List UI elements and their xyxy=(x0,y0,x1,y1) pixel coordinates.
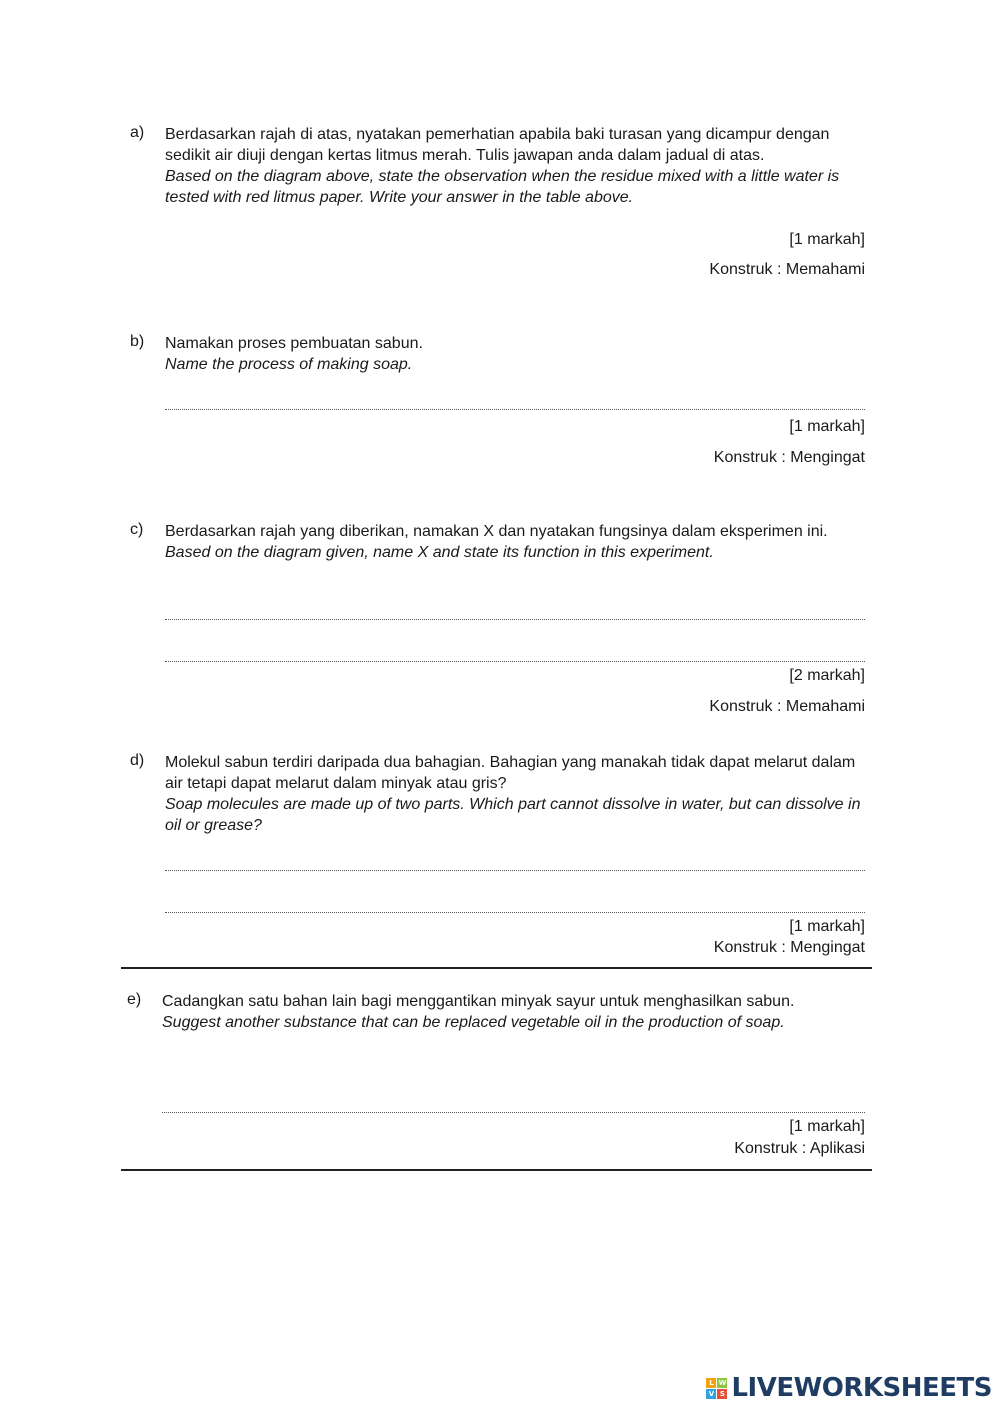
question-c xyxy=(130,521,865,721)
question-a-body xyxy=(165,124,865,208)
answer-line-b1[interactable] xyxy=(165,409,865,410)
question-a-english: Based on the diagram above, state the observation when the residue mixed with a little water is tested with red litmus paper. Write your answer in the table above. xyxy=(165,168,840,206)
question-c-malay: Berdasarkan rajah yang diberikan, namakan X dan nyatakan fungsinya dalam eksperimen ini. xyxy=(165,523,828,540)
question-b-body xyxy=(165,333,865,375)
brand-name: LIVEWORKSHEETS xyxy=(731,1373,992,1403)
question-a-construct: Konstruk : Memahami xyxy=(709,261,865,278)
question-a-malay: Berdasarkan rajah di atas, nyatakan pemerhatian apabila baki turasan yang dicampur dengan sedikit air diuji dengan kertas litmus merah. Tulis jawapan anda dalam jadual di atas. xyxy=(165,126,830,164)
section-divider-bottom xyxy=(121,1169,872,1171)
question-d-construct: Konstruk : Mengingat xyxy=(713,939,865,956)
section-divider-top xyxy=(121,967,872,969)
question-b-label: b) xyxy=(130,333,145,350)
question-b-english: Name the process of making soap. xyxy=(165,356,413,373)
question-e-malay: Cadangkan satu bahan lain bagi menggantikan minyak sayur untuk menghasilkan sabun. xyxy=(162,993,795,1010)
question-d-body xyxy=(165,752,865,836)
logo-tile-3: V xyxy=(706,1389,716,1399)
answer-line-c1[interactable] xyxy=(165,619,865,620)
question-c-marks: [2 markah] xyxy=(789,667,865,684)
answer-line-d2[interactable] xyxy=(165,912,865,913)
question-d xyxy=(130,752,865,962)
question-e-english: Suggest another substance that can be replaced vegetable oil in the production of soap. xyxy=(162,1014,785,1031)
question-d-marks: [1 markah] xyxy=(789,918,865,935)
question-c-body xyxy=(165,521,865,563)
question-c-label: c) xyxy=(130,521,144,538)
question-c-construct: Konstruk : Memahami xyxy=(709,698,865,715)
question-e-marks: [1 markah] xyxy=(789,1118,865,1135)
question-e-label: e) xyxy=(127,991,142,1008)
question-e xyxy=(127,991,865,1166)
logo-tile-2: W xyxy=(718,1378,727,1387)
logo-tile-4: S xyxy=(717,1389,727,1399)
logo-tile-1: L xyxy=(706,1378,716,1388)
question-a-label: a) xyxy=(130,124,145,141)
question-d-english: Soap molecules are made up of two parts. Which part cannot dissolve in water, but can dissolve in oil or grease? xyxy=(165,796,861,834)
question-b-malay: Namakan proses pembuatan sabun. xyxy=(165,335,423,352)
answer-line-c2[interactable] xyxy=(165,661,865,662)
liveworksheets-brand xyxy=(706,1373,992,1403)
question-b-construct: Konstruk : Mengingat xyxy=(713,449,865,466)
answer-line-d1[interactable] xyxy=(165,870,865,871)
question-e-body xyxy=(162,991,865,1033)
liveworksheets-logo-icon xyxy=(706,1378,727,1399)
question-b xyxy=(130,333,865,473)
question-a xyxy=(130,124,865,284)
question-c-english: Based on the diagram given, name X and state its function in this experiment. xyxy=(165,544,714,561)
answer-line-e1[interactable] xyxy=(162,1112,865,1113)
question-e-construct: Konstruk : Aplikasi xyxy=(734,1140,865,1157)
question-d-label: d) xyxy=(130,752,145,769)
question-a-marks: [1 markah] xyxy=(789,231,865,248)
question-b-marks: [1 markah] xyxy=(789,418,865,435)
question-d-malay: Molekul sabun terdiri daripada dua bahagian. Bahagian yang manakah tidak dapat melarut dalam air tetapi dapat melarut dalam minyak atau gris? xyxy=(165,754,856,792)
